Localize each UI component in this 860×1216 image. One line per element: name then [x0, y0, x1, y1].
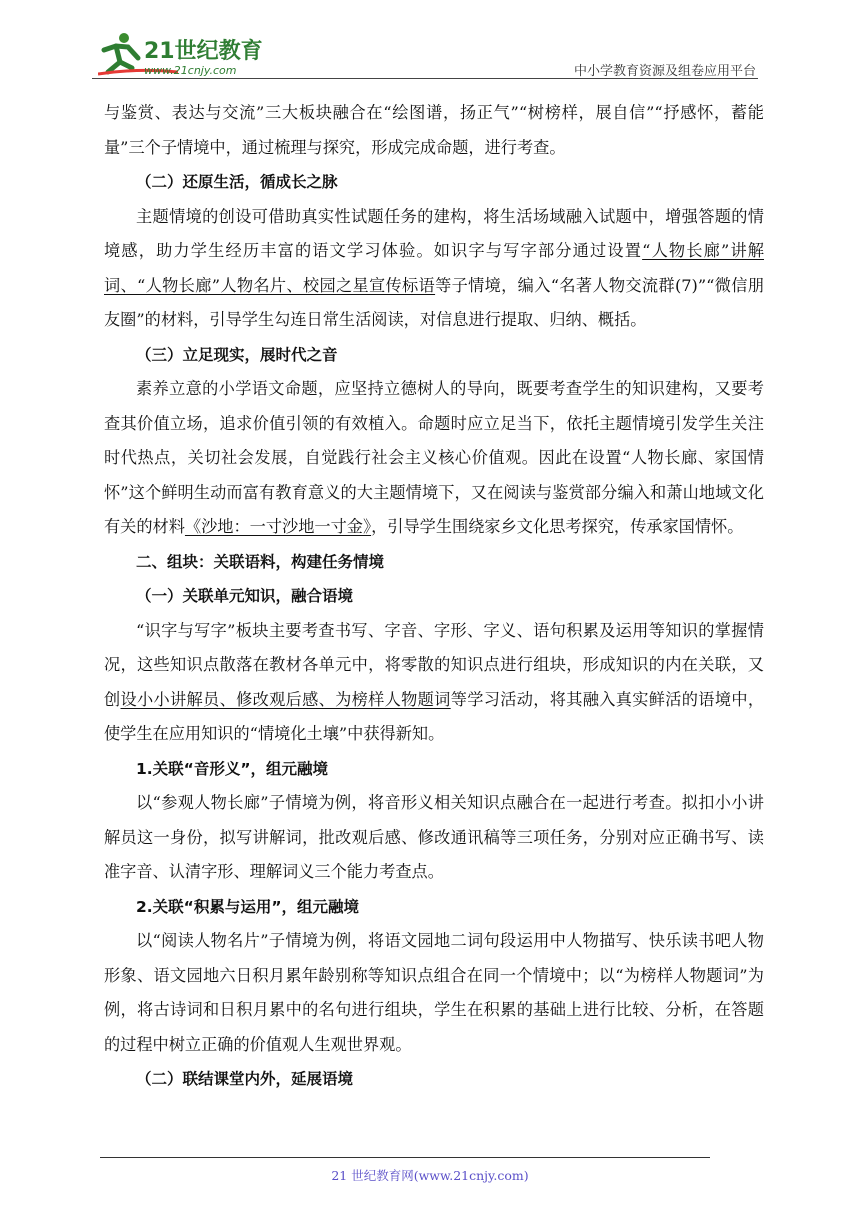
- section-heading: （二）联结课堂内外，延展语境: [136, 1070, 354, 1088]
- underlined-text: 《沙地：一寸沙地一寸金》: [184, 517, 372, 536]
- footer-divider: [100, 1157, 710, 1158]
- section-heading: （一）关联单元知识，融合语境: [136, 587, 354, 605]
- section-heading: （三）立足现实，展时代之音: [136, 345, 338, 364]
- paragraph: “识字与写字”板块主要考查书写、字音、字形、字义、语句积累及运用等知识的掌握情况，这些知识点散落在教材各单元中，将零散的知识点进行组块，形成知识的内在关联，又创设小小讲解员、修改观后感、为榜样人物题词等学习活动，将其融入真实鲜活的语境中，使学生在应用知识的“情境化土壤”中获得新知。: [104, 620, 765, 743]
- paragraph: 以“阅读人物名片”子情境为例，将语文园地二词句段运用中人物描写、快乐读书吧人物形象、语文园地六日积月累年龄别称等知识点组合在同一个情境中；以“为榜样人物题词”为例，将古诗词和日积月累中的名句进行组块，学生在积累的基础上进行比较、分析，在答题的过程中树立正确的价值观人生观世界观。: [104, 931, 764, 1054]
- paragraph: 素养立意的小学语文命题，应坚持立德树人的导向，既要考查学生的知识建构，又要考查其价值立场，追求价值引领的有效植入。命题时应立足当下，依托主题情境引发学生关注时代热点，关切社会发展，自觉践行社会主义核心价值观。因此在设置“人物长廊、家国情怀”这个鲜明生动而富有教育意义的大主题情境下，又在阅读与鉴赏部分编入和萧山地域文化有关的材料《沙地：一寸沙地一寸金》，引导学生围绕家乡文化思考探究，传承家国情怀。: [104, 379, 764, 536]
- paragraph: 以“参观人物长廊”子情境为例，将音形义相关知识点融合在一起进行考查。拟扣小小讲解员这一身份，拟写讲解词，批改观后感、修改通讯稿等三项任务，分别对应正确书写、读准字音、认清字形、理解词义三个能力考查点。: [104, 793, 764, 881]
- chapter-heading: 二、组块：关联语料，构建任务情境: [136, 552, 385, 571]
- footer-link[interactable]: 21 世纪教育网(www.21cnjy.com): [331, 1168, 529, 1183]
- page-header: [0, 0, 860, 80]
- paragraph: 主题情境的创设可借助真实性试题任务的建构，将生活场域融入试题中，增强答题的情境感，助力学生经历丰富的语文学习体验。如识字与写字部分通过设置“人物长廊”讲解词、“人物长廊”人物名片、校园之星宣传标语等子情境，编入“名著人物交流群(7)”“微信朋友圈”的材料，引导学生勾连日常生活阅读，对信息进行提取、归纳、概括。: [104, 206, 764, 329]
- subsection-heading: 2.关联“积累与运用”，组元融境: [136, 897, 360, 916]
- logo: [98, 28, 268, 80]
- underlined-text: 设小小讲解员、修改观后感、为榜样人物题词: [120, 689, 451, 709]
- svg-text:21世纪教育: 21世纪教育: [144, 39, 263, 64]
- paragraph: 与鉴赏、表达与交流”三大板块融合在“绘图谱，扬正气”“树榜样，展自信”“抒感怀，蓄能量”三个子情境中，通过梳理与探究，形成完成命题，进行考查。: [104, 103, 764, 157]
- subsection-heading: 1.关联“音形义”，组元融境: [136, 759, 329, 778]
- header-divider: [92, 78, 758, 79]
- platform-name: 中小学教育资源及组卷应用平台: [573, 64, 756, 79]
- document-body: [104, 96, 764, 1097]
- section-heading: （二）还原生活，循成长之脉: [136, 173, 338, 191]
- underlined-text: “人物长廊”讲解词、“人物长廊”人物名片、校园之星宣传标语: [104, 241, 764, 295]
- svg-text:www.21cnjy.com: www.21cnjy.com: [144, 64, 237, 77]
